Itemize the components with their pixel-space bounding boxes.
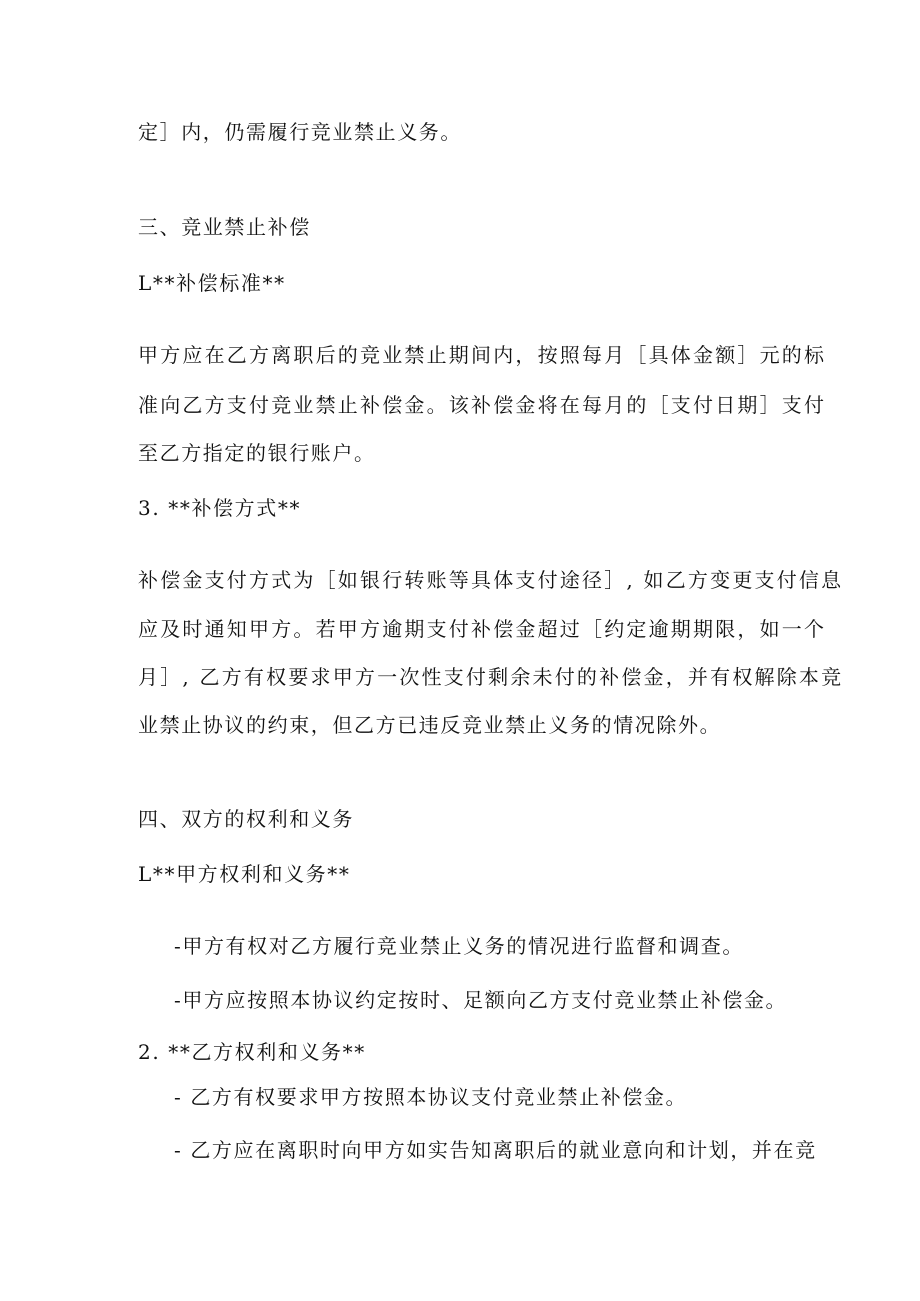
paragraph-line-continuation: 定］内，仍需履行竞业禁止义务。 [138,120,462,144]
paragraph-line: 甲方应在乙方离职后的竞业禁止期间内，按照每月［具体金额］元的标 [138,343,827,367]
list-item: -甲方有权对乙方履行竞业禁止义务的情况进行监督和调查。 [174,934,744,958]
list-item: - 乙方有权要求甲方按照本协议支付竞业禁止补偿金。 [174,1085,688,1109]
paragraph-line: 至乙方指定的银行账户。 [138,441,376,465]
paragraph-line: 业禁止协议的约束，但乙方已违反竞业禁止义务的情况除外。 [138,713,722,737]
list-item: - 乙方应在离职时向甲方如实告知离职后的就业意向和计划，并在竞 [174,1138,817,1162]
subheading-party-a-rights: L**甲方权利和义务** [138,862,351,886]
paragraph-line: 应及时通知甲方。若甲方逾期支付补偿金超过［约定逾期期限，如一个 [138,617,827,641]
paragraph-line: 准向乙方支付竞业禁止补偿金。该补偿金将在每月的［支付日期］支付 [138,393,827,417]
section-heading-4: 四、双方的权利和义务 [138,807,354,831]
section-heading-3: 三、竞业禁止补偿 [138,215,311,239]
subheading-compensation-standard: L**补偿标准** [138,271,286,295]
list-item: -甲方应按照本协议约定按时、足额向乙方支付竞业禁止补偿金。 [174,988,788,1012]
subheading-party-b-rights: 2. **乙方权利和义务** [138,1040,366,1064]
subheading-compensation-method: 3. **补偿方式** [138,496,302,520]
paragraph-line: 月］, 乙方有权要求甲方一次性支付剩余未付的补偿金，并有权解除本竞 [138,665,844,689]
paragraph-line: 补偿金支付方式为［如银行转账等具体支付途径］, 如乙方变更支付信息 [138,568,844,592]
